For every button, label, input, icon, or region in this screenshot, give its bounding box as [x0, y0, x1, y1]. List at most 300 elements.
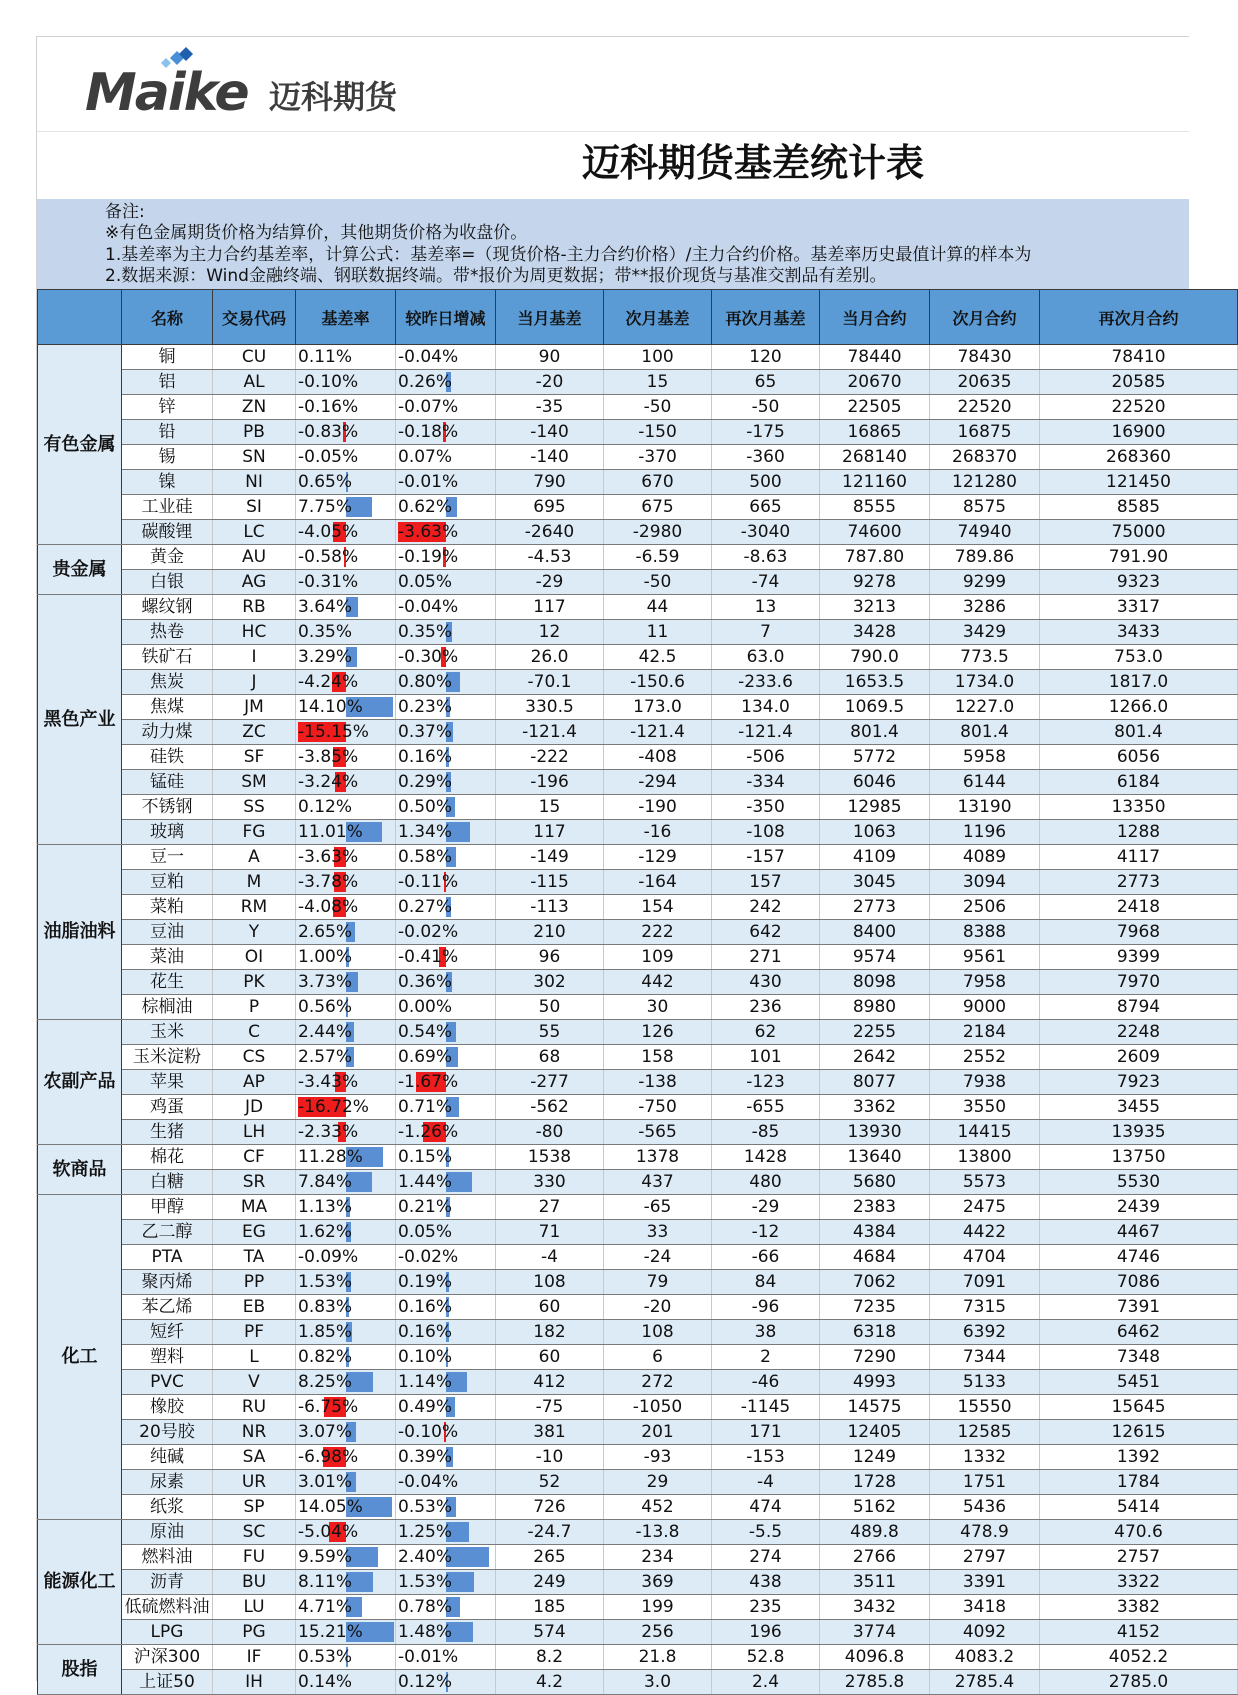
basis-rate-cell	[296, 1320, 396, 1345]
rate-change-cell	[396, 345, 496, 370]
value-cell: 2255	[820, 1020, 930, 1045]
code-cell: NR	[213, 1420, 296, 1445]
value-cell: 22520	[1040, 395, 1238, 420]
value-cell: 5436	[930, 1495, 1040, 1520]
table-row	[38, 770, 1238, 795]
rate-change-cell	[396, 620, 496, 645]
rate-change-cell	[396, 695, 496, 720]
value-cell: -190	[604, 795, 712, 820]
value-cell: -565	[604, 1120, 712, 1145]
basis-rate-cell	[296, 1270, 396, 1295]
value-cell: 5772	[820, 745, 930, 770]
value-cell: -66	[712, 1245, 820, 1270]
rate-change-cell	[396, 1645, 496, 1670]
rate-change-cell	[396, 970, 496, 995]
value-cell: -4	[496, 1245, 604, 1270]
value-cell: 120	[712, 345, 820, 370]
value-cell: 134.0	[712, 695, 820, 720]
basis-rate-cell	[296, 1195, 396, 1220]
rate-value: 0.53%	[398, 1497, 453, 1517]
value-cell: -294	[604, 770, 712, 795]
code-cell: MA	[213, 1195, 296, 1220]
table-row	[38, 1195, 1238, 1220]
rate-value: 0.16%	[398, 1322, 453, 1342]
value-cell: 1751	[930, 1470, 1040, 1495]
value-cell: 26.0	[496, 645, 604, 670]
value-cell: 430	[712, 970, 820, 995]
table-row	[38, 1345, 1238, 1370]
note-line: ※有色金属期货价格为结算价，其他期货价格为收盘价。	[105, 223, 528, 243]
basis-rate-cell	[296, 595, 396, 620]
rate-value: 2.44%	[298, 1022, 353, 1042]
name-cell: PTA	[122, 1245, 213, 1270]
rate-value: 3.07%	[298, 1422, 353, 1442]
rate-value: 0.00%	[398, 997, 453, 1017]
name-cell: 镍	[122, 470, 213, 495]
value-cell: 2757	[1040, 1545, 1238, 1570]
basis-rate-cell	[296, 895, 396, 920]
basis-rate-cell	[296, 1570, 396, 1595]
value-cell: 7290	[820, 1345, 930, 1370]
rate-value: -0.41%	[398, 947, 459, 967]
note-line: 1.基差率为主力合约基差率，计算公式：基差率=（现货价格-主力合约价格）/主力合约价格。基差率历史最值计算的样本为	[105, 245, 1032, 265]
rate-change-cell	[396, 645, 496, 670]
value-cell: 789.86	[930, 545, 1040, 570]
value-cell: -153	[712, 1445, 820, 1470]
code-cell: TA	[213, 1245, 296, 1270]
value-cell: 7062	[820, 1270, 930, 1295]
logo-chinese-name: 迈科期货	[269, 78, 398, 116]
value-cell: 16865	[820, 420, 930, 445]
code-cell: CF	[213, 1145, 296, 1170]
basis-rate-cell	[296, 1145, 396, 1170]
name-cell: 鸡蛋	[122, 1095, 213, 1120]
rate-value: -0.83%	[298, 422, 359, 442]
basis-rate-cell	[296, 1070, 396, 1095]
page-title: 迈科期货基差统计表	[582, 141, 925, 185]
value-cell: 9000	[930, 995, 1040, 1020]
value-cell: 574	[496, 1620, 604, 1645]
rate-value: 3.73%	[298, 972, 353, 992]
value-cell: 8077	[820, 1070, 930, 1095]
table-row	[38, 420, 1238, 445]
rate-change-cell	[396, 1020, 496, 1045]
rate-value: 15.21%	[298, 1622, 363, 1642]
rate-value: 0.16%	[398, 1297, 453, 1317]
value-cell: 4704	[930, 1245, 1040, 1270]
value-cell: 12405	[820, 1420, 930, 1445]
value-cell: 249	[496, 1570, 604, 1595]
positive-data-bar	[446, 1547, 489, 1567]
value-cell: 753.0	[1040, 645, 1238, 670]
rate-value: 1.34%	[398, 822, 453, 842]
code-cell: RU	[213, 1395, 296, 1420]
table-row	[38, 695, 1238, 720]
value-cell: -2980	[604, 520, 712, 545]
table-row	[38, 445, 1238, 470]
code-cell: OI	[213, 945, 296, 970]
value-cell: 60	[496, 1345, 604, 1370]
rate-value: 1.25%	[398, 1522, 453, 1542]
table-row	[38, 845, 1238, 870]
value-cell: 9574	[820, 945, 930, 970]
rate-value: -0.10%	[398, 1422, 459, 1442]
rate-value: -0.07%	[398, 397, 459, 417]
code-cell: SC	[213, 1520, 296, 1545]
group-label: 农副产品	[38, 1020, 122, 1145]
value-cell: 3418	[930, 1595, 1040, 1620]
name-cell: 不锈钢	[122, 795, 213, 820]
rate-value: 0.07%	[398, 447, 453, 467]
code-cell: LC	[213, 520, 296, 545]
value-cell: 12985	[820, 795, 930, 820]
value-cell: 3382	[1040, 1595, 1238, 1620]
basis-rate-cell	[296, 1520, 396, 1545]
code-cell: CS	[213, 1045, 296, 1070]
name-cell: 菜油	[122, 945, 213, 970]
rate-change-cell	[396, 370, 496, 395]
name-cell: 白糖	[122, 1170, 213, 1195]
basis-rate-cell	[296, 670, 396, 695]
basis-rate-cell	[296, 795, 396, 820]
name-cell: 花生	[122, 970, 213, 995]
table-row	[38, 1145, 1238, 1170]
basis-rate-cell	[296, 545, 396, 570]
value-cell: -150.6	[604, 670, 712, 695]
basis-rate-cell	[296, 1345, 396, 1370]
value-cell: 2.4	[712, 1670, 820, 1695]
value-cell: 84	[712, 1270, 820, 1295]
table-row	[38, 1620, 1238, 1645]
value-cell: -6.59	[604, 545, 712, 570]
rate-value: 2.57%	[298, 1047, 353, 1067]
rate-value: -0.02%	[398, 1247, 459, 1267]
rate-change-cell	[396, 445, 496, 470]
value-cell: 9299	[930, 570, 1040, 595]
value-cell: 201	[604, 1420, 712, 1445]
value-cell: 44	[604, 595, 712, 620]
table-row	[38, 1420, 1238, 1445]
code-cell: LH	[213, 1120, 296, 1145]
value-cell: 500	[712, 470, 820, 495]
rate-change-cell	[396, 1220, 496, 1245]
value-cell: 121280	[930, 470, 1040, 495]
value-cell: 21.8	[604, 1645, 712, 1670]
value-cell: 2785.8	[820, 1670, 930, 1695]
name-cell: 低硫燃料油	[122, 1595, 213, 1620]
value-cell: 268140	[820, 445, 930, 470]
basis-rate-cell	[296, 470, 396, 495]
rate-value: 1.13%	[298, 1197, 353, 1217]
value-cell: 6056	[1040, 745, 1238, 770]
rate-value: 11.01%	[298, 822, 363, 842]
rate-value: 0.27%	[398, 897, 453, 917]
group-label: 化工	[38, 1195, 122, 1520]
value-cell: 4993	[820, 1370, 930, 1395]
value-cell: -13.8	[604, 1520, 712, 1545]
name-cell: 碳酸锂	[122, 520, 213, 545]
value-cell: -29	[496, 570, 604, 595]
value-cell: -115	[496, 870, 604, 895]
value-cell: 478.9	[930, 1520, 1040, 1545]
rate-change-cell	[396, 795, 496, 820]
rate-change-cell	[396, 420, 496, 445]
value-cell: 1538	[496, 1145, 604, 1170]
value-cell: -334	[712, 770, 820, 795]
rate-value: 9.59%	[298, 1547, 353, 1567]
value-cell: 6462	[1040, 1320, 1238, 1345]
value-cell: 16875	[930, 420, 1040, 445]
notes-heading: 备注:	[105, 202, 145, 222]
code-cell: M	[213, 870, 296, 895]
table-row	[38, 370, 1238, 395]
rate-change-cell	[396, 1570, 496, 1595]
name-cell: 原油	[122, 1520, 213, 1545]
value-cell: 108	[496, 1270, 604, 1295]
value-cell: 1227.0	[930, 695, 1040, 720]
name-cell: 铁矿石	[122, 645, 213, 670]
rate-value: 2.65%	[298, 922, 353, 942]
value-cell: 22520	[930, 395, 1040, 420]
column-header: 交易代码	[213, 290, 296, 345]
value-cell: 7348	[1040, 1345, 1238, 1370]
value-cell: 13750	[1040, 1145, 1238, 1170]
basis-rate-cell	[296, 1420, 396, 1445]
basis-rate-cell	[296, 645, 396, 670]
value-cell: 210	[496, 920, 604, 945]
table-row	[38, 1245, 1238, 1270]
rate-change-cell	[396, 1495, 496, 1520]
rate-value: -3.24%	[298, 772, 359, 792]
value-cell: 3511	[820, 1570, 930, 1595]
rate-value: 0.71%	[398, 1097, 453, 1117]
value-cell: 55	[496, 1020, 604, 1045]
value-cell: 173.0	[604, 695, 712, 720]
code-cell: PB	[213, 420, 296, 445]
rate-change-cell	[396, 770, 496, 795]
basis-rate-cell	[296, 1545, 396, 1570]
value-cell: 1196	[930, 820, 1040, 845]
value-cell: -35	[496, 395, 604, 420]
code-cell: SF	[213, 745, 296, 770]
rate-value: -4.05%	[298, 522, 359, 542]
basis-rate-cell	[296, 1645, 396, 1670]
value-cell: 7968	[1040, 920, 1238, 945]
basis-rate-cell	[296, 1245, 396, 1270]
code-cell: V	[213, 1370, 296, 1395]
value-cell: 438	[712, 1570, 820, 1595]
value-cell: 2506	[930, 895, 1040, 920]
value-cell: 1063	[820, 820, 930, 845]
rate-value: -1.26%	[398, 1122, 459, 1142]
code-cell: C	[213, 1020, 296, 1045]
value-cell: 6318	[820, 1320, 930, 1345]
code-cell: PK	[213, 970, 296, 995]
value-cell: 2184	[930, 1020, 1040, 1045]
code-cell: J	[213, 670, 296, 695]
value-cell: 2773	[1040, 870, 1238, 895]
rate-value: -3.63%	[298, 847, 359, 867]
value-cell: 9323	[1040, 570, 1238, 595]
value-cell: -121.4	[604, 720, 712, 745]
rate-change-cell	[396, 1070, 496, 1095]
value-cell: 7958	[930, 970, 1040, 995]
rate-value: -3.78%	[298, 872, 359, 892]
value-cell: 1069.5	[820, 695, 930, 720]
value-cell: 6184	[1040, 770, 1238, 795]
value-cell: -70.1	[496, 670, 604, 695]
value-cell: 412	[496, 1370, 604, 1395]
basis-rate-cell	[296, 770, 396, 795]
value-cell: 20635	[930, 370, 1040, 395]
column-header: 名称	[122, 290, 213, 345]
value-cell: 78410	[1040, 345, 1238, 370]
value-cell: 9399	[1040, 945, 1238, 970]
value-cell: -129	[604, 845, 712, 870]
value-cell: -50	[712, 395, 820, 420]
value-cell: 121160	[820, 470, 930, 495]
value-cell: -10	[496, 1445, 604, 1470]
column-header: 再次月合约	[1040, 290, 1238, 345]
table-row	[38, 895, 1238, 920]
rate-value: -0.11%	[398, 872, 459, 892]
value-cell: 52	[496, 1470, 604, 1495]
value-cell: 1378	[604, 1145, 712, 1170]
value-cell: 4422	[930, 1220, 1040, 1245]
value-cell: -96	[712, 1295, 820, 1320]
value-cell: -150	[604, 420, 712, 445]
column-header: 较昨日增减	[396, 290, 496, 345]
value-cell: -46	[712, 1370, 820, 1395]
basis-rate-cell	[296, 345, 396, 370]
group-label: 油脂油料	[38, 845, 122, 1020]
rate-change-cell	[396, 1245, 496, 1270]
rate-value: -0.31%	[298, 572, 359, 592]
rate-value: 0.50%	[398, 797, 453, 817]
rate-change-cell	[396, 1320, 496, 1345]
rate-change-cell	[396, 1370, 496, 1395]
name-cell: 20号胶	[122, 1420, 213, 1445]
name-cell: 豆一	[122, 845, 213, 870]
value-cell: -138	[604, 1070, 712, 1095]
value-cell: 15550	[930, 1395, 1040, 1420]
value-cell: 2609	[1040, 1045, 1238, 1070]
table-row	[38, 970, 1238, 995]
table-row	[38, 995, 1238, 1020]
basis-rate-cell	[296, 570, 396, 595]
value-cell: 3429	[930, 620, 1040, 645]
value-cell: 1653.5	[820, 670, 930, 695]
name-cell: 纯碱	[122, 1445, 213, 1470]
value-cell: 480	[712, 1170, 820, 1195]
group-label: 能源化工	[38, 1520, 122, 1645]
logo-header	[37, 37, 1189, 132]
rate-value: 0.39%	[398, 1447, 453, 1467]
value-cell: 272	[604, 1370, 712, 1395]
basis-rate-cell	[296, 920, 396, 945]
value-cell: 801.4	[1040, 720, 1238, 745]
rate-change-cell	[396, 670, 496, 695]
table-row	[38, 1395, 1238, 1420]
group-label: 软商品	[38, 1145, 122, 1195]
table-row	[38, 1020, 1238, 1045]
value-cell: 3322	[1040, 1570, 1238, 1595]
rate-change-cell	[396, 1345, 496, 1370]
rate-value: 3.01%	[298, 1472, 353, 1492]
value-cell: 5162	[820, 1495, 930, 1520]
rate-value: 0.14%	[298, 1672, 353, 1692]
table-row	[38, 570, 1238, 595]
rate-value: -0.10%	[298, 372, 359, 392]
rate-change-cell	[396, 1145, 496, 1170]
basis-rate-cell	[296, 1395, 396, 1420]
value-cell: 4117	[1040, 845, 1238, 870]
basis-rate-cell	[296, 845, 396, 870]
rate-change-cell	[396, 470, 496, 495]
table-row	[38, 1070, 1238, 1095]
value-cell: 9561	[930, 945, 1040, 970]
value-cell: -20	[496, 370, 604, 395]
value-cell: -222	[496, 745, 604, 770]
name-cell: 甲醇	[122, 1195, 213, 1220]
table-row	[38, 1595, 1238, 1620]
rate-value: -3.85%	[298, 747, 359, 767]
rate-value: -0.04%	[398, 597, 459, 617]
code-cell: NI	[213, 470, 296, 495]
basis-rate-cell	[296, 1445, 396, 1470]
rate-value: -0.01%	[398, 472, 459, 492]
logo-wordmark: Maike	[85, 63, 248, 123]
code-cell: AP	[213, 1070, 296, 1095]
value-cell: 154	[604, 895, 712, 920]
value-cell: 65	[712, 370, 820, 395]
rate-value: 1.14%	[398, 1372, 453, 1392]
value-cell: 157	[712, 870, 820, 895]
value-cell: -750	[604, 1095, 712, 1120]
value-cell: 489.8	[820, 1520, 930, 1545]
rate-value: 1.53%	[298, 1272, 353, 1292]
value-cell: 63.0	[712, 645, 820, 670]
value-cell: 222	[604, 920, 712, 945]
value-cell: -175	[712, 420, 820, 445]
value-cell: 1428	[712, 1145, 820, 1170]
value-cell: -121.4	[496, 720, 604, 745]
value-cell: 12585	[930, 1420, 1040, 1445]
value-cell: 5133	[930, 1370, 1040, 1395]
rate-value: 0.65%	[298, 472, 353, 492]
rate-value: 0.62%	[398, 497, 453, 517]
value-cell: 2439	[1040, 1195, 1238, 1220]
rate-change-cell	[396, 570, 496, 595]
value-cell: 13930	[820, 1120, 930, 1145]
basis-rate-cell	[296, 370, 396, 395]
rate-change-cell	[396, 1445, 496, 1470]
rate-value: -2.33%	[298, 1122, 359, 1142]
code-cell: Y	[213, 920, 296, 945]
value-cell: 6392	[930, 1320, 1040, 1345]
table-row	[38, 395, 1238, 420]
value-cell: 9278	[820, 570, 930, 595]
value-cell: 4089	[930, 845, 1040, 870]
name-cell: 橡胶	[122, 1395, 213, 1420]
value-cell: 62	[712, 1020, 820, 1045]
value-cell: 3362	[820, 1095, 930, 1120]
rate-change-cell	[396, 1120, 496, 1145]
table-row	[38, 520, 1238, 545]
value-cell: 274	[712, 1545, 820, 1570]
code-cell: P	[213, 995, 296, 1020]
rate-value: 0.10%	[398, 1347, 453, 1367]
